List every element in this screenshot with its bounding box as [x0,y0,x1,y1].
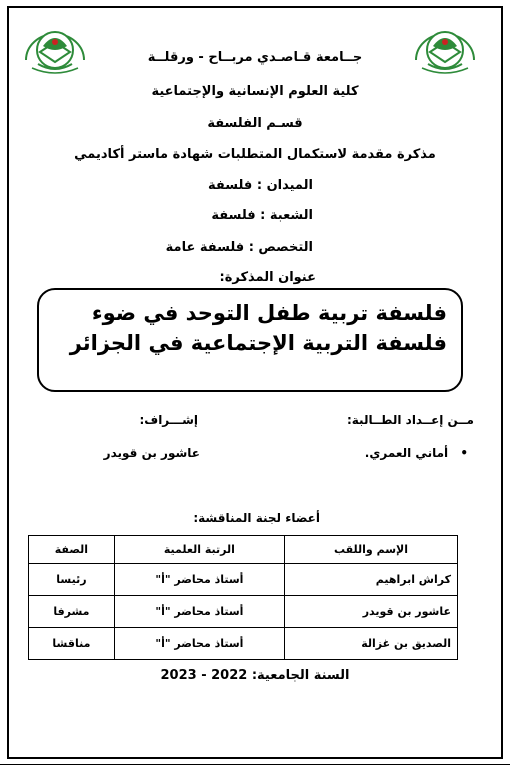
university-logo-icon [406,20,484,78]
academic-year: السنة الجامعية: 2022 - 2023 [160,668,350,683]
branch-line: الشعبة : فلسفة [211,208,313,223]
member-role: رئيسا [29,564,115,596]
table-row [29,628,458,660]
student-entry [365,446,468,460]
bullet-icon: • [460,446,468,460]
university-name: جــامعة قـاصـدي مربــاح - ورقلــة [147,50,363,65]
specialty-line: التخصص : فلسفة عامة [165,240,313,255]
student-name: أماني العمري. [364,446,449,460]
member-role: مناقشا [29,628,115,660]
thesis-title-line-2: فلسفة التربية الإجتماعية في الجزائر [69,331,447,355]
field-line: الميدان : فلسفة [208,178,313,193]
supervisor-name: عاشور بن قويدر [103,446,200,460]
member-role: مشرفا [29,596,115,628]
table-header-row [29,536,458,564]
table-row [29,596,458,628]
committee-label: أعضاء لجنة المناقشة: [193,511,320,525]
department-name: قسـم الفلسفة [207,116,303,131]
thesis-title-box [37,288,463,392]
member-rank: أستاذ محاضر "أ" [114,564,284,596]
thesis-purpose: مذكرة مقدمة لاستكمال المتطلبات شهادة ماستر أكاديمي [74,147,436,162]
university-logo-icon [16,20,94,78]
prepared-by-label: مــن إعــداد الطــالبة: [346,413,474,427]
thesis-title-label: عنوان المذكرة: [219,270,316,285]
member-name: عاشور بن قويدر [285,596,458,628]
column-header: الرتبة العلمية [114,536,284,564]
member-name: كراش ابراهيم [285,564,458,596]
committee-table [28,535,458,660]
member-name: الصديق بن غزالة [285,628,458,660]
member-rank: أستاذ محاضر "أ" [114,596,284,628]
bottom-rule [0,764,510,765]
column-header: الصفة [29,536,115,564]
thesis-title-line-1: فلسفة تربية طفل التوحد في ضوء [91,301,447,325]
faculty-name: كلية العلوم الإنسانية والإجتماعية [151,84,359,99]
table-row [29,564,458,596]
supervision-label: إشـــراف: [139,413,198,427]
member-rank: أستاذ محاضر "أ" [114,628,284,660]
column-header: الإسم واللقب [285,536,458,564]
